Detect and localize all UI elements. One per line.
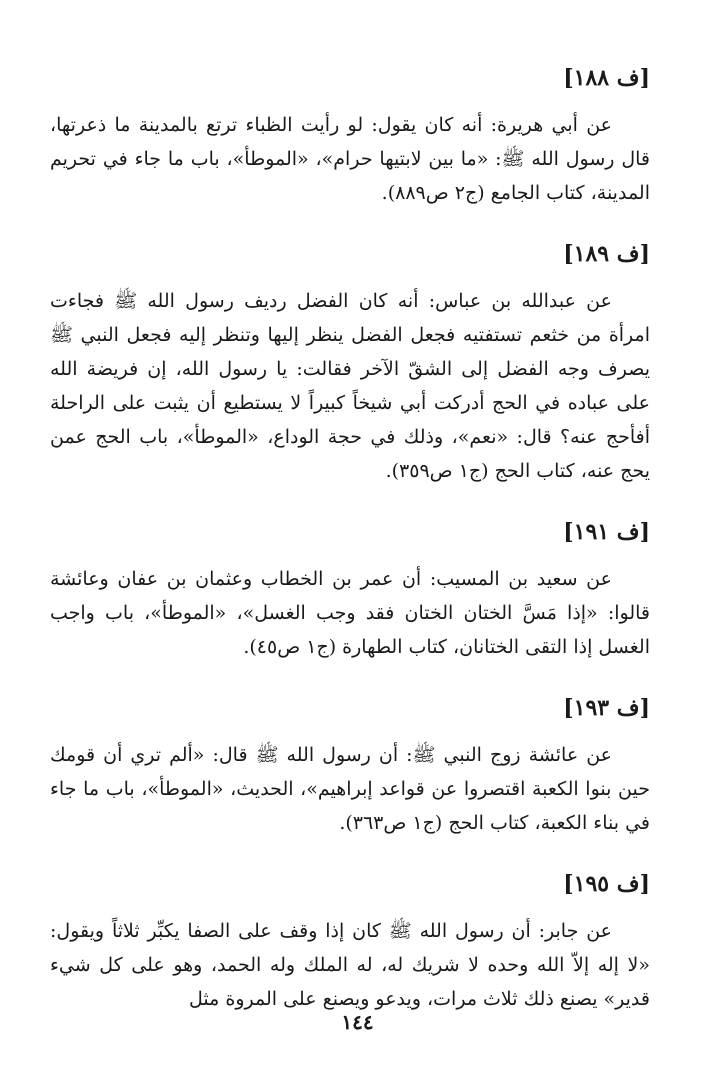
entry-188 [50,62,650,210]
entry-heading: [ف ١٨٨] [563,65,650,91]
entry-heading: [ف ١٩٥] [563,871,650,897]
entry-heading: [ف ١٩١] [563,519,650,545]
entry-text: عن عائشة زوج النبي ﷺ: أن رسول الله ﷺ قال: «ألم تري أن قومك حين بنوا الكعبة اقتصروا عن قواعد إبراهيم»، الحديث، «الموطأ»، باب ما جاء في بناء الكعبة، كتاب الحج (ج١ ص٣٦٣). [50,744,650,834]
entry-191 [50,516,650,664]
entry-193 [50,692,650,840]
entry-189 [50,238,650,488]
entry-195 [50,868,650,1016]
document-page [50,62,650,1016]
entry-text: عن جابر: أن رسول الله ﷺ كان إذا وقف على الصفا يكبِّر ثلاثاً ويقول: «لا إله إلاّ الله وحده لا شريك له، له الملك وله الحمد، وهو على كل شيء قدير» يصنع ذلك ثلاث مرات، ويدعو ويصنع على المروة مثل [50,920,650,1010]
entry-text: عن سعيد بن المسيب: أن عمر بن الخطاب وعثمان بن عفان وعائشة قالوا: «إذا مَسَّ الختان الختان فقد وجب الغسل»، «الموطأ»، باب واجب الغسل إذا التقى الختانان، كتاب الطهارة (ج١ ص٤٥). [50,568,650,658]
entry-text: عن عبدالله بن عباس: أنه كان الفضل رديف رسول الله ﷺ فجاءت امرأة من خثعم تستفتيه فجعل الفضل ينظر إليها وتنظر إليه فجعل النبي ﷺ يصرف وجه الفضل إلى الشقّ الآخر فقالت: يا رسول الله، إن فريضة الله على عباده في الحج أدركت أبي شيخاً كبيراً لا يستطيع أن يثبت على الراحلة أفأحج عنه؟ قال: «نعم»، وذلك في حجة الوداع، «الموطأ»، باب الحج عمن يحج عنه، كتاب الحج (ج١ ص٣٥٩). [50,290,650,482]
page-number: ١٤٤ [341,1010,374,1034]
entry-heading: [ف ١٨٩] [563,241,650,267]
entry-heading: [ف ١٩٣] [563,695,650,721]
entry-text: عن أبي هريرة: أنه كان يقول: لو رأيت الظباء ترتع بالمدينة ما ذعرتها، قال رسول الله ﷺ: «ما بين لابتيها حرام»، «الموطأ»، باب ما جاء في تحريم المدينة، كتاب الجامع (ج٢ ص٨٨٩). [50,114,650,204]
